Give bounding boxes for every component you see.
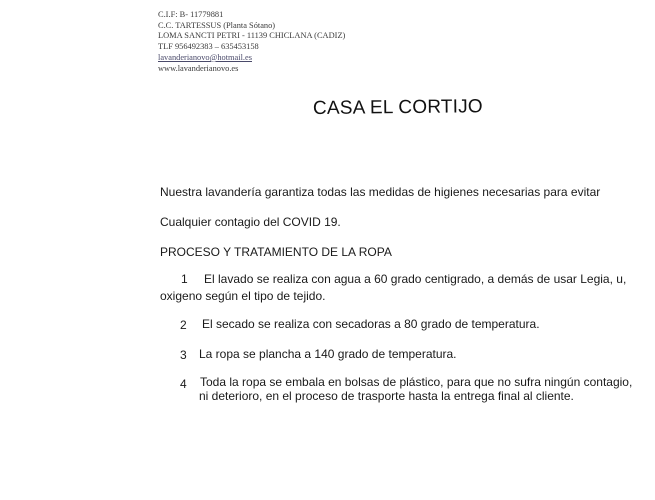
intro-line-2: Cualquier contagio del COVID 19. <box>160 215 341 229</box>
letterhead-phone: TLF 956492383 – 635453158 <box>158 42 259 52</box>
step-4-line-2: ni deterioro, en el proceso de trasporte hasta la entrega final al cliente. <box>199 389 574 403</box>
section-heading: PROCESO Y TRATAMIENTO DE LA ROPA <box>160 245 392 259</box>
letterhead-cif: C.I.F: B- 11779881 <box>158 10 224 19</box>
step-3-number: 3 <box>180 348 187 362</box>
letterhead-email-link[interactable]: lavanderianovo@hotmail.es <box>158 52 252 62</box>
document-title: CASA EL CORTIJO <box>312 96 483 119</box>
step-2-number: 2 <box>180 318 187 332</box>
intro-line-1: Nuestra lavandería garantiza todas las medidas de higienes necesarias para evitar <box>160 185 601 199</box>
step-4-number: 4 <box>180 377 187 391</box>
step-4-line-1: Toda la ropa se embala en bolsas de plástico, para que no sufra ningún contagio, <box>200 375 633 389</box>
step-1-line-1: El lavado se realiza con agua a 60 grado centigrado, a demás de usar Legia, u, <box>204 272 627 286</box>
letterhead-building: C.C. TARTESSUS (Planta Sótano) <box>158 20 276 30</box>
step-1-number: 1 <box>181 272 188 286</box>
step-2-line-1: El secado se realiza con secadoras a 80 grado de temperatura. <box>202 317 540 331</box>
step-1-line-2: oxigeno según el tipo de tejido. <box>160 289 326 303</box>
letterhead <box>158 10 345 74</box>
letterhead-address: LOMA SANCTI PETRI - 11139 CHICLANA (CADIZ) <box>158 31 346 41</box>
step-3-line-1: La ropa se plancha a 140 grado de temperatura. <box>199 347 457 361</box>
letterhead-website: www.lavanderianovo.es <box>158 63 239 73</box>
